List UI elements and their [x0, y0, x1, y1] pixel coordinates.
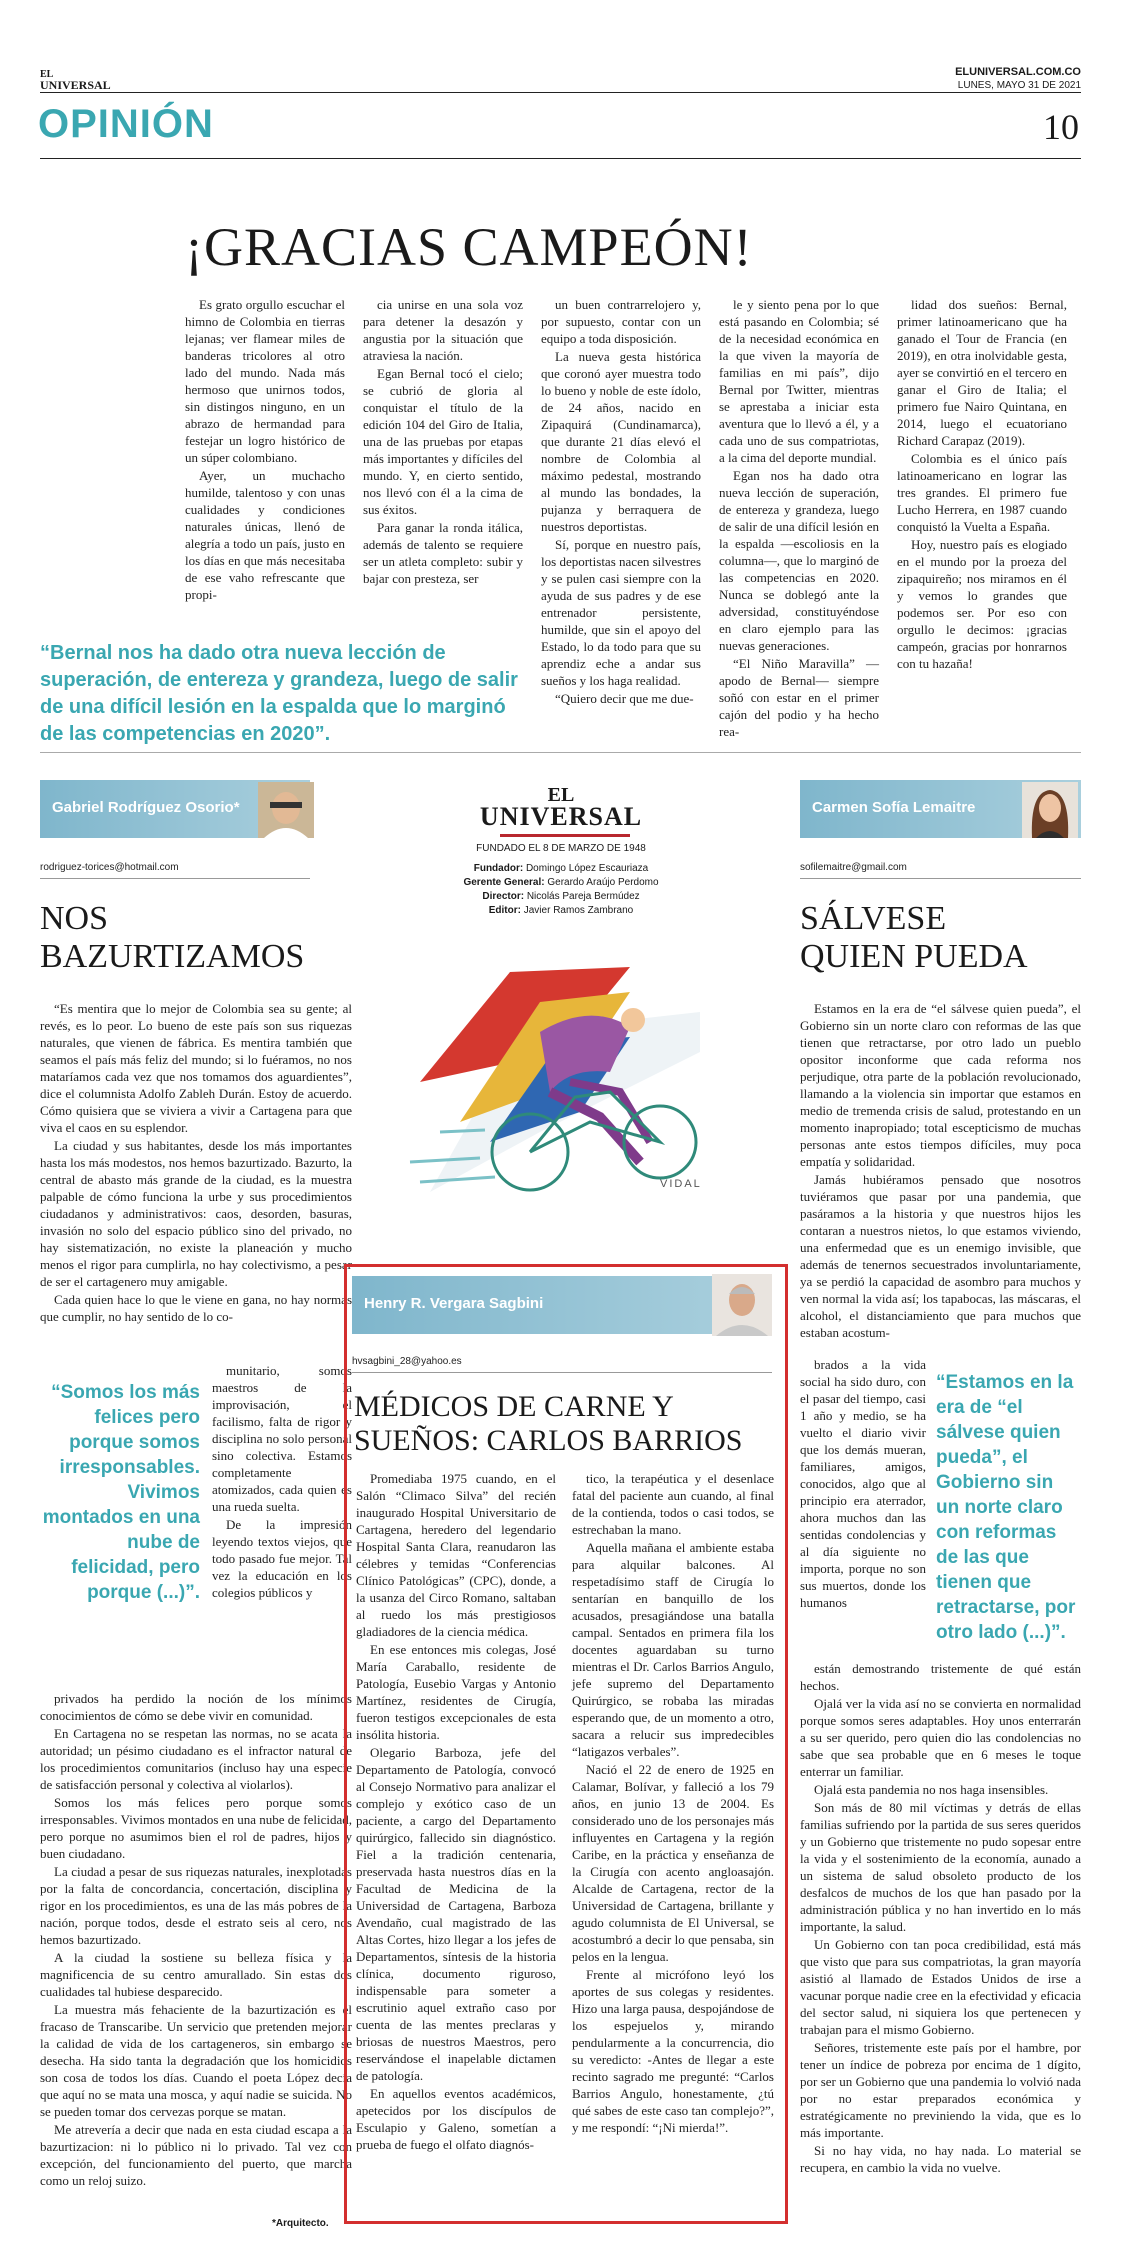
- left-column-title: [40, 900, 304, 976]
- center-paragraph: Olegario Barboza, jefe del Departamento de Patología, convocó al Consejo Normativo para analizar el complejo y exótico caso de un paciente, a cargo del Departamento quirúrgico, fallecido sin diagnóstico. Fiel a la tradición centenaria, preservada hasta nuestros días en la Facultad de Medicina de la Universidad de Cartagena, Barboza Avendaño, cual magistrado de las Altas Cortes, hizo llegar a los jefes de Departamentos, síntesis de la historia clínica, documento riguroso, indispensable para someter a escrutinio aquel extraño caso por cuenta de las mentes preclaras y briosas de nuestros Maestros, pero reservándose el inapelable dictamen de patología.: [356, 1745, 556, 2083]
- center-author-banner: [352, 1276, 752, 1334]
- left-paragraph: “Es mentira que lo mejor de Colombia sea su gente; al revés, es lo peor. Lo bueno de este país son sus riquezas naturales, que vienen de fábrica. Es mentira también que seamos el país más feliz del mundo; si lo fuéramos, no nos mataríamos cada vez que nos tomamos dos aguardientes”, dice el columnista Adolfo Zableh Durán. Estoy de acuerdo. Cómo quisiera que se viviera a vivir a Cartagena para que viva el caos en su esplendor.: [40, 1001, 352, 1135]
- left-paragraph: Somos los más felices pero porque somos irresponsables. Vivimos montados en una nube de felicidad, pero porque no asumimos bien el rol de padres, hijos y buen ciudadano.: [40, 1795, 352, 1861]
- right-paragraph: están demostrando tristemente de qué están hechos.: [800, 1661, 1081, 1693]
- left-paragraph: La muestra más fehaciente de la bazurtización es el fracaso de Transcaribe. Un servicio que pretenden mejorar la calidad de vida de los cartageneros, sin embargo se desecha. Ha sido tanta la degradación que los homicidios son cosa de todos los días. Cuando el poeta López decía que aquí no se mata una mosca, y aquí nadie se suicida. No se pueden tomar dos cervezas porque se matan.: [40, 2002, 352, 2119]
- right-text-top: [800, 1000, 1081, 1352]
- editorial-paragraph: Para ganar la ronda itálica, además de talento se requiere ser un atleta completo: subir y bajar con presteza, ser: [363, 520, 523, 586]
- center-title-line1: MÉDICOS DE CARNE Y: [354, 1390, 674, 1423]
- right-pull-quote: “Estamos en la era de “el sálvese quien pueda”, el Gobierno sin un norte claro con reformas de las que tienen que retractarse, por otro lado (...)”.: [936, 1372, 1076, 1643]
- editorial-paragraph: Sí, porque en nuestro país, los deportistas nacen silvestres y se pulen casi siempre con la ayuda de sus padres y de ese entrenador persistente, humilde, que sin el apoyo del Estado, lo da todo para que su aprendiz eche a andar sus sueños y los haga realidad.: [541, 537, 701, 688]
- editorial-title: ¡GRACIAS CAMPEÓN!: [185, 217, 753, 277]
- right-paragraph: Si no hay vida, no hay nada. Lo material se recupera, en cambio la vida no vuelve.: [800, 2143, 1081, 2175]
- masthead-staff: [380, 862, 742, 918]
- cartoon-signature: VIDAL: [660, 1178, 702, 1190]
- masthead-staff-row: [380, 890, 742, 904]
- editorial-paragraph: “Quiero decir que me due-: [555, 691, 694, 706]
- masthead-founded: FUNDADO EL 8 DE MARZO DE 1948: [476, 843, 646, 854]
- staff-name: Domingo López Escauriaza: [525, 863, 649, 874]
- right-text-narrow: [800, 1356, 926, 1658]
- header-rule: [40, 92, 1081, 93]
- center-paragraph: Aquella mañana el ambiente estaba para alquilar balcones. Al respetadísimo staff de Cirugía lo sentarían en banquillo de los acusados, presagiándose una batalla campal. Sentados en primera fila los docentes aguardaban su turno mientras el Dr. Carlos Barrios Angulo, jefe supremo del Departamento Quirúrgico, se robaba las miradas esperando que, de un momento a otro, sacara a relucir sus impredecibles “latigazos verbales”.: [572, 1540, 774, 1759]
- editorial-col-2: [363, 296, 523, 606]
- right-paragraph: Estamos en la era de “el sálvese quien pueda”, el Gobierno sin un norte claro con reformas de las que tienen que retractarse, por otro lado un pueblo opositor inconforme que cada reforma nos perjudique, otra parte de la población revolucionado, llamando a la violencia sin importar que estamos en medio de tremenda crisis de salud, protestando en un momento inapropiado; total escepticismo de muchas personas ante estos tiempos difíciles, muy poca empatía y solidaridad.: [800, 1001, 1081, 1169]
- staff-role: Editor:: [488, 905, 524, 916]
- center-author-email: hvsagbini_28@yahoo.es: [352, 1356, 462, 1367]
- editorial-paragraph: “El Niño Maravilla” —apodo de Bernal— siempre soñó con estar en el primer cajón del podio y ha hecho rea-: [719, 656, 879, 739]
- center-author-name: Henry R. Vergara Sagbini: [364, 1295, 544, 1312]
- right-email-rule: [800, 878, 1081, 879]
- left-paragraph: La ciudad y sus habitantes, desde los más importantes hasta los más modestos, nos hemos bazurtizado. Bazurto, la central de abasto más grande de la ciudad, es la muestra palpable de cómo funciona la urbe y sus procedimientos ciudadanos y administrativos: caos, desorden, basuras, invasión no solo del espacio público sino del privado, no hay sistematización, no existe la planeación y mucho menos el rigor para cumplirla, no hay colectivismo, a pesar de ser el cartagenero muy amigable.: [40, 1138, 352, 1289]
- left-text-bottom: [40, 1690, 352, 2210]
- editorial-paragraph: Es grato orgullo escuchar el himno de Colombia en tierras lejanas; ver flamear miles de banderas tricolores al otro lado del mundo. Nada más hermoso que unirnos todos, sin distingos ninguno, en un abrazo de hermandad para festejar un logro histórico de un súper colombiano.: [185, 297, 345, 465]
- center-paragraph: tico, la terapéutica y el desenlace fatal del paciente aun cuando, al final de la contienda, todos o casi todos, se estrechaban la mano.: [572, 1471, 774, 1537]
- left-email-rule: [40, 878, 310, 879]
- editorial-paragraph: La nueva gesta histórica que coronó ayer muestra todo lo bueno y noble de este ídolo, de 24 años, nacido en Zipaquirá (Cundinamarca), que durante 21 días elevó el nombre de Colombia al máximo pedestal, mostrando al mundo las bondades, la pujanza y berraquera de nuestros deportistas.: [541, 349, 701, 534]
- page-number: 10: [1043, 107, 1079, 147]
- right-paragraph: Un Gobierno con tan poca credibilidad, está más que visto que para sus compatriotas, la gran mayoría asistió al llamado de Estados Unidos de irse a vacunar porque nadie cree en la efectividad y eficacia del sector salud, ni siquiera los que pertenecen y trabajan para el mismo Gobierno.: [800, 1937, 1081, 2037]
- right-title-line1: SÁLVESE: [800, 900, 947, 937]
- right-author-avatar: [1022, 782, 1078, 838]
- logo-small: [40, 70, 111, 90]
- editorial-paragraph: cia unirse en una sola voz para detener la desazón y angustia por la situación que atraviesa la nación.: [363, 297, 523, 363]
- left-footnote: *Arquitecto.: [272, 2218, 329, 2229]
- masthead-staff-row: [380, 862, 742, 876]
- issue-date: LUNES, MAYO 31 DE 2021: [957, 80, 1081, 91]
- right-paragraph: brados a la vida social ha sido duro, con el pasar del tiempo, casi 1 año y medio, se ha vuelto el diario vivir que los demás mueran, familiares, amigos, conocidos, algo que al principio era aterrador, ahora muchos dan las sentidas condolencias y al día siguiente no importa, porque no son sus muertos, donde los humanos: [800, 1357, 926, 1610]
- section-title: OPINIÓN: [38, 102, 214, 146]
- right-author-name: Carmen Sofía Lemaitre: [812, 799, 976, 816]
- right-paragraph: Jamás hubiéramos pensado que nosotros tuviéramos que pasar por una pandemia, que pasáramos a la historia y que nuestros hijos les contaran a nuestros nietos, lo que estamos viviendo, una enfermedad que es un enemigo invisible, que además de tenernos secuestrados involuntariamente, ya se perdió la capacidad de asombro para muchos y ven normal la vida así; los tapabocas, las máscaras, el alcohol, el distanciamiento que para muchos que estaban acostum-: [800, 1172, 1081, 1340]
- center-paragraph: En aquellos eventos académicos, apetecidos por los discípulos de Esculapio y Galeno, sometían a prueba de fuego el olfato diagnós-: [356, 2086, 556, 2152]
- left-paragraph: munitario, somos maestros de la improvisación, el facilismo, falta de rigor y disciplina no solo personal sino colectiva. Estamos completamente atomizados, cada quien es una rueda suelta.: [212, 1363, 352, 1514]
- right-paragraph: Señores, tristemente este país por el hambre, por tener un índice de pobreza por encima de 1 dígito, por ser un Gobierno que una pandemia lo volvió nada por no estar preparados económica y estratégicamente no previniendo la vida, que es lo más importante.: [800, 2040, 1081, 2140]
- center-paragraph: Frente al micrófono leyó los aportes de sus colegas y residentes. Hizo una larga pausa, despojándose de los espejuelos y, mirando pendularmente a la concurrencia, dio su veredicto: -Antes de llegar a este recinto sagrado me pregunté: “Carlos Barrios Angulo, honestamente, ¿tú qué sabes de este caso tan complejo?”, y me respondí: “¡Ni mierda!”.: [572, 1967, 774, 2135]
- right-paragraph: Ojalá esta pandemia no nos haga insensibles.: [814, 1782, 1049, 1797]
- left-author-name: Gabriel Rodríguez Osorio*: [52, 799, 240, 816]
- staff-role: Fundador:: [473, 863, 526, 874]
- editorial-paragraph: le y siento pena por lo que está pasando en Colombia; sé de la necesidad económica en la que viven la mayoría de familias en mi país”, dijo Bernal por Twitter, mientras se aprestaba a iniciar esta aventura que lo llevó a él, y a cada uno de sus compatriotas, a la cima del deporte mundial.: [719, 297, 879, 465]
- editorial-paragraph: Colombia es el único país latinoamericano en lograr las tres grandes. El primero fue Lucho Herrera, en 1987 cuando conquistó la Vuelta a España.: [897, 451, 1067, 534]
- editorial-bottom-rule: [40, 752, 1081, 753]
- editorial-col-5: [897, 296, 1067, 726]
- staff-role: Gerente General:: [463, 877, 548, 888]
- left-paragraph: privados ha perdido la noción de los mínimos conocimientos de cómo se debe vivir en comunidad.: [40, 1691, 352, 1723]
- left-paragraph: Cada quien hace lo que le viene en gana, no hay normas que cumplir, no hay sentido de lo co-: [40, 1292, 352, 1324]
- center-email-rule: [352, 1372, 772, 1373]
- right-paragraph: Son más de 80 mil víctimas y detrás de ellas familias sufriendo por la partida de sus seres queridos y un Gobierno que tristemente no pudo sopesar entre la vida y el sostenimiento de la economía, aunado a un sistema de salud obsoleto producto de los desfalcos de muchos de los que han pasado por la administración pública y no han invertido en lo más importante, la salud.: [800, 1800, 1081, 1934]
- masthead-line1: EL: [547, 784, 575, 806]
- left-paragraph: En Cartagena no se respetan las normas, no se acata la autoridad; un pésimo ciudadano es el infractor natural de los procedimientos comunitarios (incluso hay una especie de satisfacción personal y colectiva al violarlos).: [40, 1726, 352, 1792]
- center-author-avatar: [712, 1274, 772, 1336]
- logo-line2: UNIVERSAL: [40, 78, 111, 92]
- staff-role: Director:: [482, 891, 527, 902]
- center-text-col-1: [356, 1470, 556, 2215]
- right-title-line2: QUIEN PUEDA: [800, 938, 1028, 975]
- center-paragraph: Promediaba 1975 cuando, en el Salón “Climaco Silva” del recién inaugurado Hospital Universitario de Cartagena, heredero del legendario Hospital Santa Clara, reanudaron las célebres y temidas “Conferencias Clínico Patológicas” (CPC), donde, a la usanza del Circo Romano, saltaban al ruedo los más prestigiosos gladiadores de la ciencia médica.: [356, 1471, 556, 1639]
- masthead-staff-row: [380, 876, 742, 890]
- center-paragraph: En ese entonces mis colegas, José María Caraballo, residente de Patología, Eusebio Vargas y Antonio Martínez, residentes de Cirugía, fueron testigos excepcionales de esta insólita historia.: [356, 1642, 556, 1742]
- section-rule: [40, 158, 1081, 159]
- left-paragraph: La ciudad a pesar de sus riquezas naturales, inexplotadas por la falta de concordancia, concertación, disciplina y rigor en los procedimientos, es una de las más pobres de la nación, porque todos, desde el estrato seis al cero, nos hemos bazurtizado.: [40, 1864, 352, 1947]
- center-title-line2: SUEÑOS: CARLOS BARRIOS: [354, 1424, 743, 1457]
- left-pull-quote: “Somos los más felices pero porque somos irresponsables. Vivimos montados en una nube de felicidad, pero porque (...)”.: [42, 1382, 200, 1603]
- left-paragraph: De la impresión leyendo textos viejos, que todo pasado fue mejor. Tal vez la educación en los colegios públicos y: [212, 1517, 352, 1600]
- staff-name: Javier Ramos Zambrano: [523, 905, 634, 916]
- masthead-line2: UNIVERSAL: [479, 802, 643, 831]
- editorial-cartoon: [400, 932, 730, 1202]
- logo-line1: EL: [40, 69, 54, 80]
- center-text-col-2: [572, 1470, 774, 2215]
- editorial-paragraph: Egan Bernal tocó el cielo; se cubrió de gloria al conquistar el título de la edición 104 del Giro de Italia, una de las pruebas por etapas más importantes y difíciles del mundo. Y, en cierto sentido, nos llevó con él a la cima de sus éxitos.: [363, 366, 523, 517]
- left-author-email: rodriguez-torices@hotmail.com: [40, 862, 179, 873]
- left-paragraph: A la ciudad la sostiene su belleza física y la magnificencia de su centro amurallado. Sin estas dos cualidades tal hubiese desparecido.: [40, 1950, 352, 1999]
- left-text-full: [40, 1000, 352, 1360]
- editorial-paragraph: Hoy, nuestro país es elogiado en el mundo por la proeza del zipaquireño; nos miramos en él y vemos lo grandes que podemos ser. Por eso con orgullo le decimos: ¡gracias campeón, gracias por honrarnos con tu hazaña!: [897, 537, 1067, 671]
- center-paragraph: Nació el 22 de enero de 1925 en Calamar, Bolívar, y falleció a los 79 años, en junio 13 de 2004. Es considerado uno de los personajes más influyentes en Cartagena y la región Caribe, en la práctica y enseñanza de la Cirugía con acento angloasajón. Alcalde de Cartagena, rector de la Universidad de Cartagena, brillante y agudo columnista de El Universal, se acostumbró a decir lo que pensaba, sin pelos en la lengua.: [572, 1762, 774, 1964]
- left-author-avatar: [258, 782, 314, 838]
- left-paragraph: Me atrevería a decir que nada en esta ciudad escapa a la bazurtizacion: ni lo público ni lo privado. Tal vez con excepción, del funcionamiento del puerto, que marcha como un reloj suizo.: [40, 2122, 352, 2188]
- editorial-col-1: [185, 296, 345, 676]
- editorial-col-3: [541, 296, 701, 726]
- right-author-email: sofilemaitre@gmail.com: [800, 862, 907, 873]
- right-text-bottom: [800, 1660, 1081, 2220]
- editorial-paragraph: Egan nos ha dado otra nueva lección de superación, de entereza y grandeza, luego de salir de una difícil lesión en la espalda —escoliosis en la columna—, que lo marginó de las competencias en 2020. Nunca se doblegó ante la adversidad, constituyéndose en claro ejemplo para las nuevas generaciones.: [719, 468, 879, 653]
- masthead-logo: [430, 784, 692, 831]
- site-url: ELUNIVERSAL.COM.CO: [955, 66, 1081, 78]
- left-title-line2: BAZURTIZAMOS: [40, 938, 305, 975]
- right-column-title: [800, 900, 1028, 976]
- editorial-pull-quote: “Bernal nos ha dado otra nueva lección de superación, de entereza y grandeza, luego de salir de una difícil lesión en la espalda que lo marginó de las competencias en 2020”.: [40, 642, 518, 745]
- editorial-col-4: [719, 296, 879, 739]
- staff-name: Gerardo Araújo Perdomo: [547, 877, 659, 888]
- masthead-red-rule: [500, 834, 630, 837]
- masthead-staff-row: [380, 904, 742, 918]
- right-paragraph: Ojalá ver la vida así no se convierta en normalidad porque somos seres adaptables. Hoy unos enterrarán a su ser querido, pero quien dio las condolencias no sabe que sea probable que en 6 meses le toque enterrar un familiar.: [800, 1696, 1081, 1779]
- left-title-line1: NOS: [40, 900, 109, 937]
- editorial-paragraph: lidad dos sueños: Bernal, primer latinoamericano que ha ganado el Tour de Francia (en 2019), en otra inolvidable gesta, ayer se convirtió en el tercero en ganar el Giro de Italia; el primero fue Nairo Quintana, en 2014, luego el ecuatoriano Richard Carapaz (2019).: [897, 297, 1067, 448]
- editorial-paragraph: un buen contrarrelojero y, por supuesto, contar con un equipo a toda disposición.: [541, 297, 701, 346]
- staff-name: Nicolás Pareja Bermúdez: [526, 891, 640, 902]
- center-column-title: [354, 1390, 742, 1458]
- left-text-narrow: [212, 1362, 352, 1686]
- editorial-paragraph: Ayer, un muchacho humilde, talentoso y con unas cualidades y condiciones naturales únicas, llenó de alegría a todo un país, justo en los días en que más necesitaba de ese vaho refrescante que propi-: [185, 468, 345, 602]
